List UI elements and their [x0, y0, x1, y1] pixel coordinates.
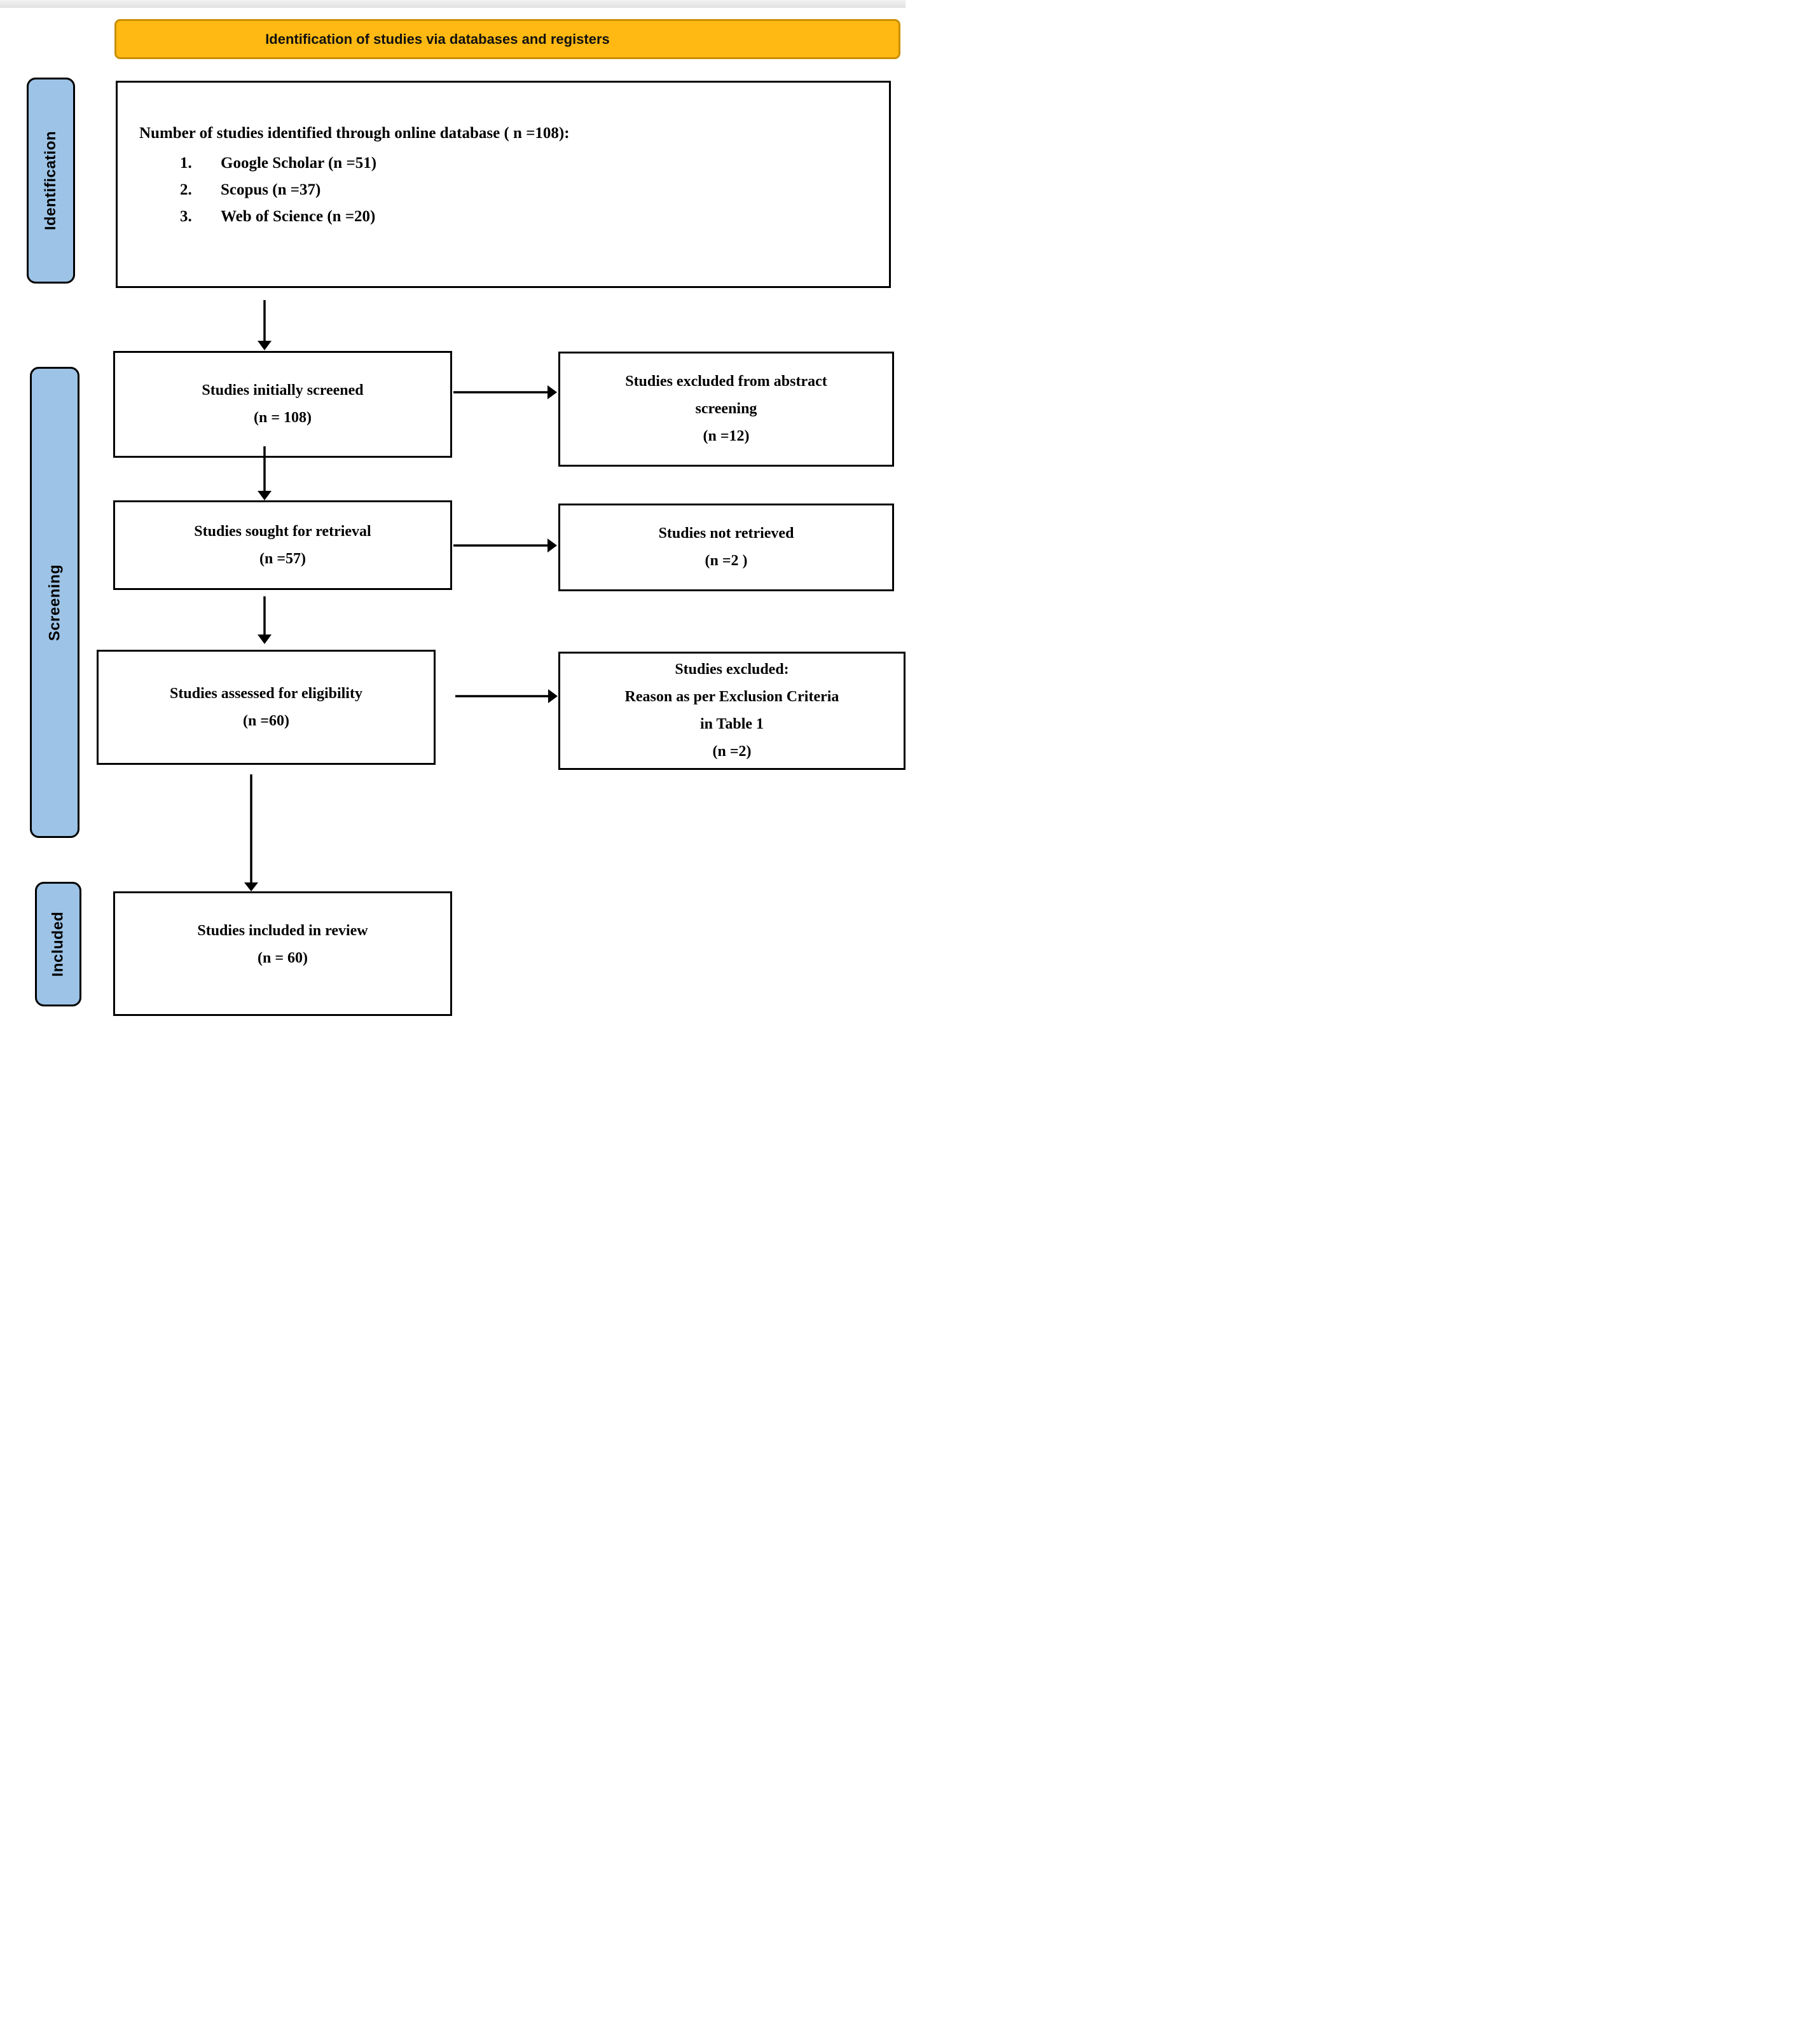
box-text-line: Studies excluded from abstract: [625, 373, 827, 390]
list-item-number: 3.: [180, 208, 192, 225]
list-item-label: Web of Science (n =20): [221, 208, 376, 225]
box-excluded-criteria: [558, 652, 906, 770]
box-text-line: Studies included in review: [197, 923, 368, 939]
list-item-number: 1.: [180, 154, 192, 172]
stage-label-identification: [27, 78, 75, 284]
box-count-line: (n =57): [259, 550, 306, 567]
box-text-line: in Table 1: [699, 716, 764, 732]
box-sought-for-retrieval: [113, 500, 452, 590]
prisma-flow-diagram: [0, 0, 906, 1022]
box-text-line: Reason as per Exclusion Criteria: [624, 689, 839, 705]
box-text-line: Studies not retrieved: [658, 525, 794, 542]
box-text-line: screening: [695, 401, 757, 417]
list-item-google-scholar: [139, 150, 376, 177]
box-count-line: (n = 60): [257, 950, 308, 966]
list-item-web-of-science: [139, 203, 375, 230]
arrow-sought-to-not-retrieved: [453, 538, 557, 552]
stage-label-screening-text: Screening: [46, 564, 64, 641]
box-text-line: Studies initially screened: [202, 382, 364, 399]
box-count-line: (n =2 ): [705, 552, 748, 569]
box-excluded-abstract-screening: [558, 352, 894, 467]
page-top-edge: [0, 0, 906, 8]
list-item-label: Scopus (n =37): [221, 181, 321, 198]
arrow-identified-to-screened: [258, 300, 272, 350]
identified-title: Number of studies identified through online database ( n =108):: [139, 125, 570, 142]
list-item-label: Google Scholar (n =51): [221, 154, 377, 172]
box-text-line: Studies assessed for eligibility: [170, 685, 362, 702]
box-text-line: Studies excluded:: [675, 661, 789, 678]
stage-label-identification-text: Identification: [42, 130, 59, 231]
arrow-assessed-to-included: [244, 774, 258, 891]
stage-label-screening: [30, 367, 79, 838]
list-item-scopus: [139, 177, 320, 203]
arrow-screened-to-excluded-abstract: [453, 385, 557, 399]
box-count-line: (n = 108): [253, 409, 312, 426]
box-initially-screened: [113, 351, 452, 458]
stage-label-included: [35, 882, 81, 1006]
banner-title: Identification of studies via databases and registers: [265, 31, 610, 47]
arrow-sought-to-assessed: [258, 596, 272, 644]
box-included-in-review: [113, 891, 452, 1016]
stage-label-included-text: Included: [49, 911, 67, 977]
box-assessed-for-eligibility: [97, 650, 436, 765]
arrow-assessed-to-excluded-criteria: [455, 689, 558, 703]
box-identified-records: [116, 81, 891, 288]
box-count-line: (n =60): [242, 712, 289, 729]
list-item-number: 2.: [180, 181, 192, 198]
box-not-retrieved: [558, 504, 894, 591]
banner: [114, 19, 900, 59]
box-count-line: (n =12): [703, 428, 750, 444]
box-count-line: (n =2): [712, 743, 752, 760]
box-text-line: Studies sought for retrieval: [194, 523, 371, 540]
